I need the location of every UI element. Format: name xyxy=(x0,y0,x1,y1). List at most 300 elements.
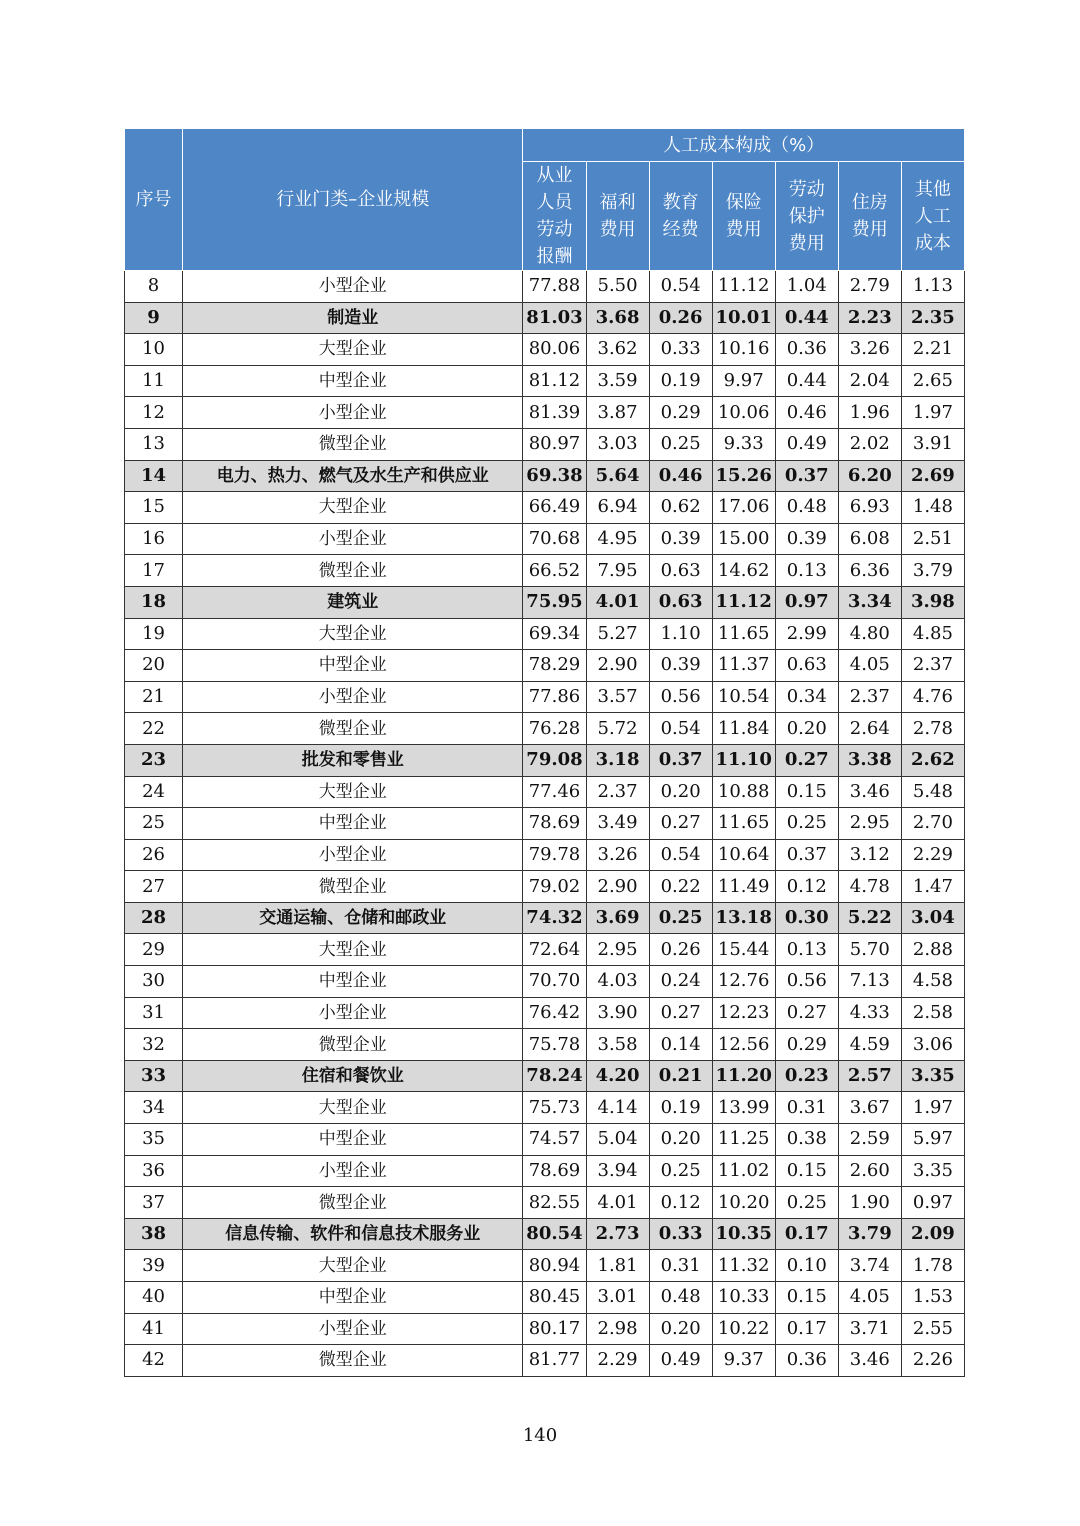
name-cell: 中型企业 xyxy=(183,966,523,998)
header-sub xyxy=(712,162,775,271)
seq-cell: 25 xyxy=(125,808,183,840)
name-cell: 信息传输、软件和信息技术服务业 xyxy=(183,1218,523,1250)
value-cell: 69.38 xyxy=(523,460,586,492)
value-cell: 0.36 xyxy=(775,334,838,366)
table-row xyxy=(125,808,965,840)
value-cell: 0.26 xyxy=(649,302,712,334)
header-sub xyxy=(649,162,712,271)
header-sub xyxy=(775,162,838,271)
labor-cost-table xyxy=(124,128,965,1377)
value-cell: 0.37 xyxy=(649,744,712,776)
seq-cell: 41 xyxy=(125,1313,183,1345)
value-cell: 10.35 xyxy=(712,1218,775,1250)
value-cell: 2.57 xyxy=(838,1060,901,1092)
value-cell: 3.94 xyxy=(586,1155,649,1187)
value-cell: 3.04 xyxy=(901,902,964,934)
value-cell: 11.10 xyxy=(712,744,775,776)
value-cell: 3.90 xyxy=(586,997,649,1029)
value-cell: 9.33 xyxy=(712,428,775,460)
value-cell: 3.74 xyxy=(838,1250,901,1282)
seq-cell: 42 xyxy=(125,1345,183,1377)
value-cell: 74.32 xyxy=(523,902,586,934)
value-cell: 2.88 xyxy=(901,934,964,966)
value-cell: 1.04 xyxy=(775,271,838,303)
seq-cell: 31 xyxy=(125,997,183,1029)
value-cell: 76.42 xyxy=(523,997,586,1029)
value-cell: 11.02 xyxy=(712,1155,775,1187)
header-sub-label: 教育经费 xyxy=(662,192,699,240)
name-cell: 小型企业 xyxy=(183,1313,523,1345)
value-cell: 66.52 xyxy=(523,555,586,587)
value-cell: 0.12 xyxy=(775,871,838,903)
header-sub xyxy=(838,162,901,271)
value-cell: 13.99 xyxy=(712,1092,775,1124)
value-cell: 0.56 xyxy=(775,966,838,998)
value-cell: 79.78 xyxy=(523,839,586,871)
seq-cell: 14 xyxy=(125,460,183,492)
value-cell: 11.32 xyxy=(712,1250,775,1282)
value-cell: 10.01 xyxy=(712,302,775,334)
value-cell: 0.26 xyxy=(649,934,712,966)
value-cell: 7.95 xyxy=(586,555,649,587)
table-row xyxy=(125,839,965,871)
seq-cell: 13 xyxy=(125,428,183,460)
value-cell: 0.27 xyxy=(775,744,838,776)
value-cell: 5.64 xyxy=(586,460,649,492)
name-cell: 小型企业 xyxy=(183,1155,523,1187)
name-cell: 制造业 xyxy=(183,302,523,334)
value-cell: 0.25 xyxy=(649,902,712,934)
value-cell: 78.69 xyxy=(523,1155,586,1187)
seq-cell: 23 xyxy=(125,744,183,776)
value-cell: 13.18 xyxy=(712,902,775,934)
value-cell: 3.69 xyxy=(586,902,649,934)
seq-cell: 12 xyxy=(125,397,183,429)
header-sub-label: 福利费用 xyxy=(599,192,636,240)
value-cell: 2.73 xyxy=(586,1218,649,1250)
seq-cell: 20 xyxy=(125,650,183,682)
table-row xyxy=(125,776,965,808)
value-cell: 0.24 xyxy=(649,966,712,998)
seq-cell: 21 xyxy=(125,681,183,713)
value-cell: 0.46 xyxy=(775,397,838,429)
header-seq: 序号 xyxy=(125,129,183,271)
value-cell: 1.10 xyxy=(649,618,712,650)
value-cell: 0.49 xyxy=(775,428,838,460)
value-cell: 2.79 xyxy=(838,271,901,303)
value-cell: 11.12 xyxy=(712,271,775,303)
value-cell: 2.21 xyxy=(901,334,964,366)
value-cell: 2.55 xyxy=(901,1313,964,1345)
seq-cell: 19 xyxy=(125,618,183,650)
value-cell: 11.84 xyxy=(712,713,775,745)
value-cell: 4.85 xyxy=(901,618,964,650)
value-cell: 80.45 xyxy=(523,1282,586,1314)
value-cell: 1.97 xyxy=(901,397,964,429)
header-sub xyxy=(901,162,964,271)
value-cell: 0.20 xyxy=(649,1313,712,1345)
value-cell: 0.17 xyxy=(775,1218,838,1250)
value-cell: 1.78 xyxy=(901,1250,964,1282)
value-cell: 0.15 xyxy=(775,1155,838,1187)
name-cell: 中型企业 xyxy=(183,650,523,682)
table-row xyxy=(125,1155,965,1187)
value-cell: 74.57 xyxy=(523,1124,586,1156)
page-number: 140 xyxy=(522,1425,558,1446)
name-cell: 大型企业 xyxy=(183,776,523,808)
value-cell: 81.12 xyxy=(523,365,586,397)
value-cell: 79.02 xyxy=(523,871,586,903)
value-cell: 3.35 xyxy=(901,1155,964,1187)
value-cell: 81.39 xyxy=(523,397,586,429)
value-cell: 2.90 xyxy=(586,650,649,682)
value-cell: 1.48 xyxy=(901,492,964,524)
header-name: 行业门类–企业规模 xyxy=(183,129,523,271)
value-cell: 0.14 xyxy=(649,1029,712,1061)
value-cell: 6.93 xyxy=(838,492,901,524)
name-cell: 微型企业 xyxy=(183,555,523,587)
value-cell: 3.18 xyxy=(586,744,649,776)
table-row xyxy=(125,934,965,966)
industry-row xyxy=(125,744,965,776)
value-cell: 0.15 xyxy=(775,776,838,808)
value-cell: 75.95 xyxy=(523,586,586,618)
seq-cell: 38 xyxy=(125,1218,183,1250)
table-header xyxy=(125,129,965,271)
value-cell: 1.90 xyxy=(838,1187,901,1219)
value-cell: 80.97 xyxy=(523,428,586,460)
value-cell: 4.33 xyxy=(838,997,901,1029)
name-cell: 批发和零售业 xyxy=(183,744,523,776)
name-cell: 微型企业 xyxy=(183,1187,523,1219)
value-cell: 0.63 xyxy=(775,650,838,682)
value-cell: 5.70 xyxy=(838,934,901,966)
value-cell: 0.22 xyxy=(649,871,712,903)
value-cell: 2.04 xyxy=(838,365,901,397)
header-group: 人工成本构成（%） xyxy=(523,129,965,162)
value-cell: 0.44 xyxy=(775,365,838,397)
value-cell: 10.22 xyxy=(712,1313,775,1345)
value-cell: 0.54 xyxy=(649,271,712,303)
value-cell: 0.48 xyxy=(775,492,838,524)
value-cell: 2.98 xyxy=(586,1313,649,1345)
seq-cell: 8 xyxy=(125,271,183,303)
seq-cell: 11 xyxy=(125,365,183,397)
value-cell: 69.34 xyxy=(523,618,586,650)
value-cell: 3.46 xyxy=(838,1345,901,1377)
name-cell: 大型企业 xyxy=(183,1092,523,1124)
value-cell: 4.76 xyxy=(901,681,964,713)
value-cell: 3.59 xyxy=(586,365,649,397)
name-cell: 微型企业 xyxy=(183,1029,523,1061)
value-cell: 12.23 xyxy=(712,997,775,1029)
value-cell: 0.20 xyxy=(775,713,838,745)
value-cell: 80.06 xyxy=(523,334,586,366)
table-row xyxy=(125,650,965,682)
table-row xyxy=(125,1029,965,1061)
value-cell: 0.31 xyxy=(649,1250,712,1282)
header-sub-label: 从业人员劳动报酬 xyxy=(536,165,573,267)
value-cell: 78.24 xyxy=(523,1060,586,1092)
value-cell: 10.20 xyxy=(712,1187,775,1219)
table-row xyxy=(125,713,965,745)
seq-cell: 17 xyxy=(125,555,183,587)
seq-cell: 37 xyxy=(125,1187,183,1219)
value-cell: 0.29 xyxy=(649,397,712,429)
seq-cell: 9 xyxy=(125,302,183,334)
value-cell: 0.27 xyxy=(775,997,838,1029)
name-cell: 微型企业 xyxy=(183,1345,523,1377)
table-row xyxy=(125,1092,965,1124)
value-cell: 2.51 xyxy=(901,523,964,555)
name-cell: 大型企业 xyxy=(183,492,523,524)
value-cell: 0.15 xyxy=(775,1282,838,1314)
value-cell: 0.38 xyxy=(775,1124,838,1156)
value-cell: 1.13 xyxy=(901,271,964,303)
value-cell: 4.01 xyxy=(586,586,649,618)
value-cell: 81.77 xyxy=(523,1345,586,1377)
name-cell: 交通运输、仓储和邮政业 xyxy=(183,902,523,934)
value-cell: 0.19 xyxy=(649,1092,712,1124)
value-cell: 10.33 xyxy=(712,1282,775,1314)
value-cell: 5.72 xyxy=(586,713,649,745)
value-cell: 77.88 xyxy=(523,271,586,303)
value-cell: 11.20 xyxy=(712,1060,775,1092)
value-cell: 2.95 xyxy=(586,934,649,966)
value-cell: 6.08 xyxy=(838,523,901,555)
value-cell: 3.34 xyxy=(838,586,901,618)
name-cell: 小型企业 xyxy=(183,681,523,713)
value-cell: 0.48 xyxy=(649,1282,712,1314)
seq-cell: 18 xyxy=(125,586,183,618)
table-row xyxy=(125,681,965,713)
value-cell: 0.13 xyxy=(775,555,838,587)
value-cell: 0.62 xyxy=(649,492,712,524)
value-cell: 4.14 xyxy=(586,1092,649,1124)
value-cell: 4.95 xyxy=(586,523,649,555)
value-cell: 6.94 xyxy=(586,492,649,524)
value-cell: 66.49 xyxy=(523,492,586,524)
value-cell: 5.22 xyxy=(838,902,901,934)
value-cell: 1.81 xyxy=(586,1250,649,1282)
seq-cell: 22 xyxy=(125,713,183,745)
table-body xyxy=(125,271,965,1377)
value-cell: 5.48 xyxy=(901,776,964,808)
value-cell: 0.20 xyxy=(649,1124,712,1156)
value-cell: 70.68 xyxy=(523,523,586,555)
table-row xyxy=(125,365,965,397)
value-cell: 76.28 xyxy=(523,713,586,745)
value-cell: 4.05 xyxy=(838,1282,901,1314)
name-cell: 建筑业 xyxy=(183,586,523,618)
header-sub xyxy=(523,162,586,271)
header-sub-label: 劳动保护费用 xyxy=(788,178,825,254)
value-cell: 0.39 xyxy=(775,523,838,555)
table-row xyxy=(125,334,965,366)
header-sub-label: 住房费用 xyxy=(851,192,888,240)
value-cell: 0.10 xyxy=(775,1250,838,1282)
value-cell: 0.25 xyxy=(649,1155,712,1187)
value-cell: 0.25 xyxy=(649,428,712,460)
value-cell: 0.13 xyxy=(775,934,838,966)
value-cell: 2.62 xyxy=(901,744,964,776)
value-cell: 0.46 xyxy=(649,460,712,492)
value-cell: 2.60 xyxy=(838,1155,901,1187)
value-cell: 3.87 xyxy=(586,397,649,429)
table-row xyxy=(125,1250,965,1282)
value-cell: 80.54 xyxy=(523,1218,586,1250)
value-cell: 2.35 xyxy=(901,302,964,334)
name-cell: 大型企业 xyxy=(183,1250,523,1282)
value-cell: 75.73 xyxy=(523,1092,586,1124)
table-row xyxy=(125,871,965,903)
value-cell: 0.17 xyxy=(775,1313,838,1345)
seq-cell: 39 xyxy=(125,1250,183,1282)
value-cell: 10.54 xyxy=(712,681,775,713)
value-cell: 0.97 xyxy=(775,586,838,618)
value-cell: 0.12 xyxy=(649,1187,712,1219)
value-cell: 2.78 xyxy=(901,713,964,745)
value-cell: 2.95 xyxy=(838,808,901,840)
seq-cell: 35 xyxy=(125,1124,183,1156)
name-cell: 电力、热力、燃气及水生产和供应业 xyxy=(183,460,523,492)
seq-cell: 30 xyxy=(125,966,183,998)
name-cell: 微型企业 xyxy=(183,871,523,903)
value-cell: 5.50 xyxy=(586,271,649,303)
name-cell: 大型企业 xyxy=(183,618,523,650)
value-cell: 10.16 xyxy=(712,334,775,366)
value-cell: 77.86 xyxy=(523,681,586,713)
value-cell: 4.78 xyxy=(838,871,901,903)
seq-cell: 32 xyxy=(125,1029,183,1061)
value-cell: 3.03 xyxy=(586,428,649,460)
value-cell: 79.08 xyxy=(523,744,586,776)
value-cell: 3.46 xyxy=(838,776,901,808)
value-cell: 3.79 xyxy=(838,1218,901,1250)
value-cell: 2.37 xyxy=(901,650,964,682)
value-cell: 3.62 xyxy=(586,334,649,366)
value-cell: 0.33 xyxy=(649,334,712,366)
value-cell: 78.29 xyxy=(523,650,586,682)
value-cell: 11.65 xyxy=(712,618,775,650)
value-cell: 3.57 xyxy=(586,681,649,713)
value-cell: 2.70 xyxy=(901,808,964,840)
value-cell: 3.79 xyxy=(901,555,964,587)
name-cell: 微型企业 xyxy=(183,428,523,460)
value-cell: 10.88 xyxy=(712,776,775,808)
value-cell: 11.65 xyxy=(712,808,775,840)
table-row xyxy=(125,1313,965,1345)
value-cell: 0.56 xyxy=(649,681,712,713)
value-cell: 1.53 xyxy=(901,1282,964,1314)
value-cell: 0.39 xyxy=(649,650,712,682)
value-cell: 14.62 xyxy=(712,555,775,587)
value-cell: 0.25 xyxy=(775,1187,838,1219)
seq-cell: 36 xyxy=(125,1155,183,1187)
value-cell: 2.64 xyxy=(838,713,901,745)
value-cell: 2.37 xyxy=(586,776,649,808)
value-cell: 10.64 xyxy=(712,839,775,871)
name-cell: 小型企业 xyxy=(183,271,523,303)
value-cell: 2.90 xyxy=(586,871,649,903)
seq-cell: 33 xyxy=(125,1060,183,1092)
value-cell: 2.29 xyxy=(586,1345,649,1377)
value-cell: 3.35 xyxy=(901,1060,964,1092)
value-cell: 3.98 xyxy=(901,586,964,618)
value-cell: 3.12 xyxy=(838,839,901,871)
table-row xyxy=(125,966,965,998)
seq-cell: 40 xyxy=(125,1282,183,1314)
value-cell: 2.37 xyxy=(838,681,901,713)
value-cell: 0.97 xyxy=(901,1187,964,1219)
seq-cell: 15 xyxy=(125,492,183,524)
value-cell: 9.37 xyxy=(712,1345,775,1377)
value-cell: 0.54 xyxy=(649,713,712,745)
seq-cell: 26 xyxy=(125,839,183,871)
value-cell: 0.23 xyxy=(775,1060,838,1092)
value-cell: 2.99 xyxy=(775,618,838,650)
header-sub-label: 其他人工成本 xyxy=(914,178,951,254)
table-row xyxy=(125,397,965,429)
value-cell: 72.64 xyxy=(523,934,586,966)
value-cell: 80.17 xyxy=(523,1313,586,1345)
value-cell: 1.96 xyxy=(838,397,901,429)
value-cell: 0.33 xyxy=(649,1218,712,1250)
value-cell: 3.38 xyxy=(838,744,901,776)
value-cell: 6.20 xyxy=(838,460,901,492)
value-cell: 77.46 xyxy=(523,776,586,808)
value-cell: 2.23 xyxy=(838,302,901,334)
seq-cell: 34 xyxy=(125,1092,183,1124)
table-row xyxy=(125,1187,965,1219)
value-cell: 1.47 xyxy=(901,871,964,903)
name-cell: 大型企业 xyxy=(183,334,523,366)
value-cell: 78.69 xyxy=(523,808,586,840)
seq-cell: 24 xyxy=(125,776,183,808)
value-cell: 3.06 xyxy=(901,1029,964,1061)
value-cell: 3.91 xyxy=(901,428,964,460)
name-cell: 中型企业 xyxy=(183,1124,523,1156)
value-cell: 11.49 xyxy=(712,871,775,903)
seq-cell: 28 xyxy=(125,902,183,934)
name-cell: 中型企业 xyxy=(183,1282,523,1314)
name-cell: 小型企业 xyxy=(183,839,523,871)
name-cell: 小型企业 xyxy=(183,523,523,555)
value-cell: 0.39 xyxy=(649,523,712,555)
value-cell: 5.27 xyxy=(586,618,649,650)
name-cell: 小型企业 xyxy=(183,997,523,1029)
industry-row xyxy=(125,1060,965,1092)
value-cell: 17.06 xyxy=(712,492,775,524)
value-cell: 3.01 xyxy=(586,1282,649,1314)
value-cell: 6.36 xyxy=(838,555,901,587)
seq-cell: 27 xyxy=(125,871,183,903)
value-cell: 0.27 xyxy=(649,808,712,840)
value-cell: 7.13 xyxy=(838,966,901,998)
value-cell: 0.37 xyxy=(775,839,838,871)
value-cell: 2.02 xyxy=(838,428,901,460)
value-cell: 0.54 xyxy=(649,839,712,871)
value-cell: 82.55 xyxy=(523,1187,586,1219)
value-cell: 2.69 xyxy=(901,460,964,492)
seq-cell: 16 xyxy=(125,523,183,555)
value-cell: 0.49 xyxy=(649,1345,712,1377)
industry-row xyxy=(125,586,965,618)
value-cell: 5.04 xyxy=(586,1124,649,1156)
value-cell: 4.01 xyxy=(586,1187,649,1219)
value-cell: 2.26 xyxy=(901,1345,964,1377)
value-cell: 12.56 xyxy=(712,1029,775,1061)
